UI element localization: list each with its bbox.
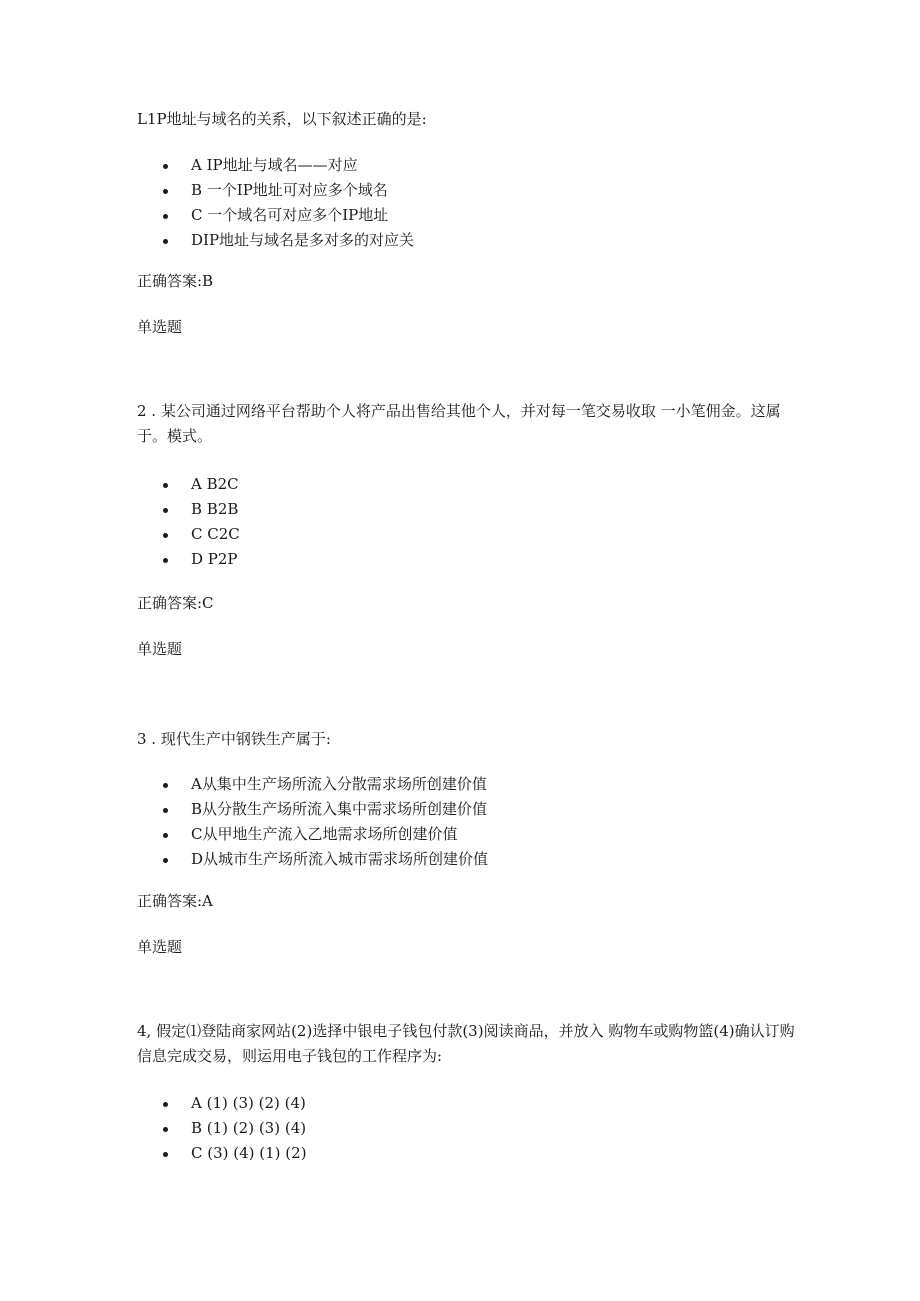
question-3 [137,727,797,872]
bullet-icon [163,239,168,244]
bullet-icon [163,558,168,563]
bullet-icon [163,1152,168,1157]
bullet-icon [163,1102,168,1107]
question-4 [137,1019,797,1166]
question-1-option-a[interactable]: A IP地址与域名——对应 [137,153,797,178]
question-1-answer: 正确答案:B [137,272,214,290]
bullet-icon [163,164,168,169]
question-1-text: L1P地址与域名的关系，以下叙述正确的是: [137,110,427,128]
question-3-text: 3 . 现代生产中钢铁生产属于: [137,730,331,748]
bullet-icon [163,833,168,838]
question-4-option-b[interactable]: B (1) (2) (3) (4) [137,1116,797,1141]
question-2 [137,399,797,572]
question-3-options [137,772,797,872]
question-4-text: 4, 假定⑴登陆商家网站(2)选择中银电子钱包付款(3)阅读商品，并放入 购物车或购物篮(4)确认订购信息完成交易，则运用电子钱包的工作程序为: [137,1022,795,1065]
bullet-icon [163,214,168,219]
question-2-option-b[interactable]: B B2B [137,497,797,522]
bullet-icon [163,808,168,813]
question-4-option-a[interactable]: A (1) (3) (2) (4) [137,1091,797,1116]
question-3-option-c[interactable]: C从甲地生产流入乙地需求场所创建价值 [137,822,797,847]
question-1-option-b[interactable]: B 一个IP地址可对应多个域名 [137,178,797,203]
bullet-icon [163,189,168,194]
question-1-options [137,153,797,253]
bullet-icon [163,533,168,538]
question-2-option-c[interactable]: C C2C [137,522,797,547]
bullet-icon [163,783,168,788]
question-2-answer: 正确答案:C [137,594,214,612]
bullet-icon [163,508,168,513]
question-2-options [137,472,797,572]
question-1-option-d[interactable]: DIP地址与域名是多对多的对应关 [137,228,797,253]
question-4-option-c[interactable]: C (3) (4) (1) (2) [137,1141,797,1166]
question-3-answer: 正确答案:A [137,892,213,910]
question-4-options [137,1091,797,1166]
question-1-type: 单选题 [137,318,183,336]
question-2-option-a[interactable]: A B2C [137,472,797,497]
question-3-option-a[interactable]: A从集中生产场所流入分散需求场所创建价值 [137,772,797,797]
bullet-icon [163,1127,168,1132]
question-3-option-d[interactable]: D从城市生产场所流入城市需求场所创建价值 [137,847,797,872]
question-2-type: 单选题 [137,640,183,658]
question-1-option-c[interactable]: C 一个域名可对应多个IP地址 [137,203,797,228]
question-2-option-d[interactable]: D P2P [137,547,797,572]
bullet-icon [163,858,168,863]
bullet-icon [163,483,168,488]
question-3-type: 单选题 [137,938,183,956]
question-1 [137,107,797,253]
question-2-text: 2 . 某公司通过网络平台帮助个人将产品出售给其他个人，并对每一笔交易收取 一小笔佣金。这属于。模式。 [137,402,781,445]
question-3-option-b[interactable]: B从分散生产场所流入集中需求场所创建价值 [137,797,797,822]
